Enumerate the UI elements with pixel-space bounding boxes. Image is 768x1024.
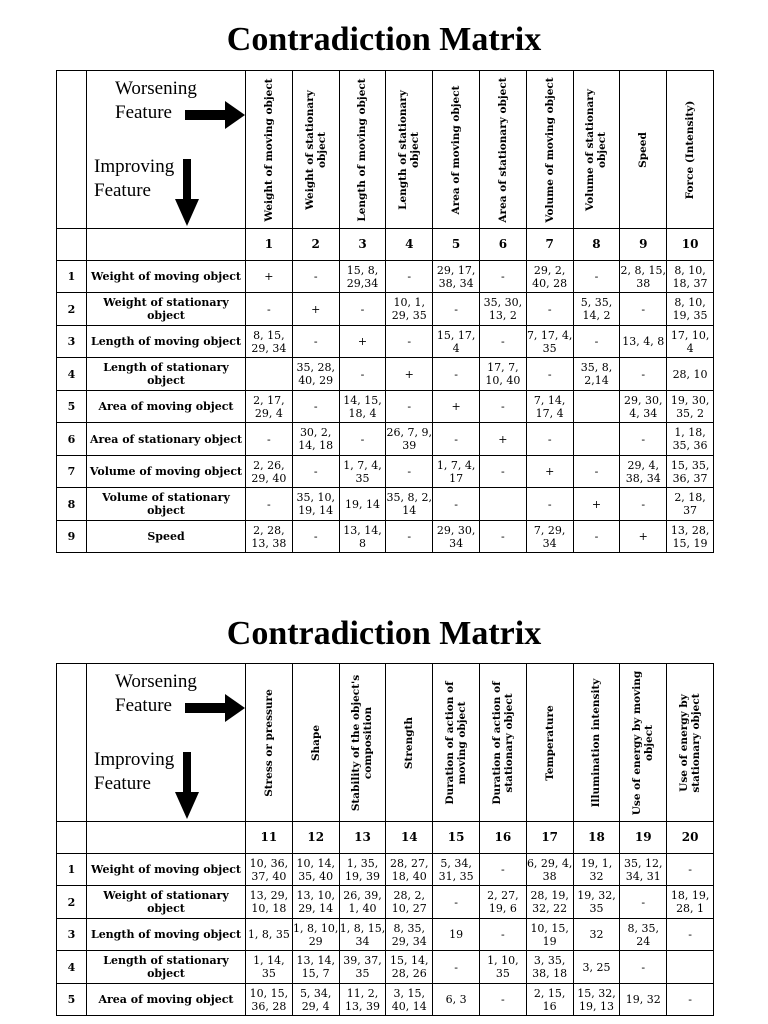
matrix-cell: - [339,423,386,456]
column-label: Force (Intensity) [684,100,697,199]
matrix-cell: 6, 3 [433,984,480,1016]
column-header [292,71,339,229]
contradiction-matrix-2 [56,663,714,1016]
column-header [479,664,526,822]
matrix-cell: - [339,358,386,391]
column-number: 15 [433,822,480,854]
matrix-cell: + [386,358,433,391]
matrix-cell: 2, 15, 16 [526,984,573,1016]
matrix-cell: 8, 35, 29, 34 [386,919,433,951]
matrix-cell: 8, 10, 18, 37 [667,261,714,293]
column-label: Stability of the object's composition [350,674,375,811]
matrix-cell: - [479,391,526,423]
column-number: 7 [526,229,573,261]
column-header [386,71,433,229]
matrix-cell: 1, 8, 35 [246,919,293,951]
matrix-cell: 10, 15, 19 [526,919,573,951]
matrix-cell: 29, 4, 38, 34 [620,456,667,488]
table-row [57,951,714,984]
matrix-cell: 35, 8, 2, 14 [386,488,433,521]
column-header [620,664,667,822]
matrix-cell: 10, 1, 29, 35 [386,293,433,326]
column-number: 20 [667,822,714,854]
matrix-cell: 14, 15, 18, 4 [339,391,386,423]
matrix-cell: - [292,521,339,553]
matrix-cell: 2, 27, 19, 6 [479,886,526,919]
table-row [57,326,714,358]
matrix-cell: 19, 14 [339,488,386,521]
row-feature-name: Speed [87,521,246,553]
table-row [57,423,714,456]
column-number: 14 [386,822,433,854]
row-feature-name: Weight of moving object [87,261,246,293]
matrix-cell: 29, 2, 40, 28 [526,261,573,293]
matrix-cell: 6, 29, 4, 38 [526,854,573,886]
corner-blank [57,71,87,229]
row-number: 2 [57,293,87,326]
header-row [57,71,714,229]
row-feature-name: Volume of moving object [87,456,246,488]
row-feature-name: Weight of stationary object [87,293,246,326]
column-header [667,664,714,822]
table-row [57,521,714,553]
right-arrow-icon [185,694,245,722]
matrix-cell: - [573,261,620,293]
column-header [573,664,620,822]
table-row [57,293,714,326]
matrix-cell: 28, 10 [667,358,714,391]
matrix-cell: - [433,886,480,919]
matrix-cell: 10, 14, 35, 40 [292,854,339,886]
column-header [246,71,293,229]
matrix-cell: 2, 8, 15, 38 [620,261,667,293]
matrix-cell: 29, 17, 38, 34 [433,261,480,293]
column-number: 2 [292,229,339,261]
table-row [57,261,714,293]
matrix-cell: - [573,326,620,358]
column-label: Speed [637,131,650,168]
column-header [433,71,480,229]
matrix-cell: 19 [433,919,480,951]
matrix-cell: 19, 1, 32 [573,854,620,886]
matrix-cell: - [292,326,339,358]
matrix-cell [479,488,526,521]
matrix-cell: 35, 8, 2,14 [573,358,620,391]
matrix-cell: 5, 34, 31, 35 [433,854,480,886]
down-arrow-icon [175,752,199,819]
matrix-cell: 13, 14, 15, 7 [292,951,339,984]
matrix-cell: 13, 28, 15, 19 [667,521,714,553]
column-label: Volume of stationary object [584,88,609,211]
column-header [479,71,526,229]
matrix-cell: - [246,423,293,456]
column-header [526,71,573,229]
matrix-cell: 11, 2, 13, 39 [339,984,386,1016]
column-number: 19 [620,822,667,854]
row-feature-name: Length of moving object [87,326,246,358]
matrix-cell: - [620,488,667,521]
row-number: 6 [57,423,87,456]
row-feature-name: Area of stationary object [87,423,246,456]
matrix-cell: - [479,521,526,553]
matrix-cell [573,391,620,423]
matrix-cell: 15, 8, 29,34 [339,261,386,293]
matrix-cell: - [433,488,480,521]
matrix-cell: - [246,293,293,326]
matrix-cell: + [479,423,526,456]
column-number: 5 [433,229,480,261]
matrix-cell: 1, 7, 4, 17 [433,456,480,488]
table-row [57,358,714,391]
column-number: 18 [573,822,620,854]
column-label: Area of stationary object [496,76,509,223]
matrix-cell: 17, 7, 10, 40 [479,358,526,391]
row-feature-name: Length of stationary object [87,358,246,391]
worsening-feature-label: Worsening Feature [115,671,197,716]
matrix-cell: 10, 15, 36, 28 [246,984,293,1016]
matrix-cell: - [479,456,526,488]
matrix-cell: 35, 28, 40, 29 [292,358,339,391]
row-number: 7 [57,456,87,488]
table-row [57,456,714,488]
matrix-cell: 35, 12, 34, 31 [620,854,667,886]
matrix-cell: 1, 8, 10, 29 [292,919,339,951]
matrix-cell: 2, 26, 29, 40 [246,456,293,488]
matrix-cell: 7, 29, 34 [526,521,573,553]
column-header [339,71,386,229]
matrix-cell: - [620,886,667,919]
column-header [386,664,433,822]
matrix-cell: - [292,391,339,423]
row-number: 1 [57,854,87,886]
column-label: Area of moving object [450,85,463,214]
row-number: 5 [57,391,87,423]
matrix-cell: - [479,261,526,293]
matrix-cell: 30, 2, 14, 18 [292,423,339,456]
matrix-cell: 29, 30, 4, 34 [620,391,667,423]
matrix-cell: - [620,358,667,391]
row-feature-name: Area of moving object [87,984,246,1016]
matrix-cell: 7, 14, 17, 4 [526,391,573,423]
matrix-cell: 15, 35, 36, 37 [667,456,714,488]
matrix-cell [573,423,620,456]
matrix-cell: 8, 35, 24 [620,919,667,951]
matrix-cell: + [292,293,339,326]
matrix-cell: - [386,261,433,293]
column-label: Duration of action of stationary object [490,680,515,805]
column-label: Weight of stationary object [303,89,328,210]
column-number: 8 [573,229,620,261]
matrix-cell: - [620,951,667,984]
matrix-cell: - [433,293,480,326]
matrix-cell: + [620,521,667,553]
column-number: 11 [246,822,293,854]
row-feature-name: Weight of stationary object [87,886,246,919]
matrix-cell: - [526,293,573,326]
corner-legend [87,664,246,822]
matrix-cell: 1, 10, 35 [479,951,526,984]
column-header [292,664,339,822]
matrix-cell: - [479,984,526,1016]
corner-blank [57,664,87,822]
matrix-cell: 19, 32 [620,984,667,1016]
matrix-cell: 5, 35, 14, 2 [573,293,620,326]
matrix-cell: - [526,488,573,521]
column-label: Use of energy by moving object [631,670,656,815]
matrix-cell: 2, 18, 37 [667,488,714,521]
matrix-cell: 39, 37, 35 [339,951,386,984]
column-number: 13 [339,822,386,854]
matrix-cell: - [339,293,386,326]
matrix-cell: + [339,326,386,358]
matrix-cell: - [526,423,573,456]
matrix-2-title: Contradiction Matrix [226,615,542,652]
matrix-cell: 3, 15, 40, 14 [386,984,433,1016]
matrix-cell: - [620,293,667,326]
matrix-cell: 29, 30, 34 [433,521,480,553]
column-header [246,664,293,822]
table-row [57,854,714,886]
row-number: 9 [57,521,87,553]
column-label: Shape [309,724,322,761]
matrix-cell: 17, 10, 4 [667,326,714,358]
row-number: 3 [57,919,87,951]
corner-legend [87,71,246,229]
matrix-cell: - [246,488,293,521]
column-label: Temperature [543,704,556,781]
matrix-cell: - [479,326,526,358]
worsening-feature-label: Worsening Feature [115,78,197,123]
matrix-cell [667,951,714,984]
table-row [57,984,714,1016]
matrix-cell: 28, 19, 32, 22 [526,886,573,919]
column-number-row [57,229,714,261]
row-number: 5 [57,984,87,1016]
matrix-cell: 15, 14, 28, 26 [386,951,433,984]
row-feature-name: Weight of moving object [87,854,246,886]
matrix-cell: 13, 10, 29, 14 [292,886,339,919]
row-feature-name: Volume of stationary object [87,488,246,521]
column-number: 10 [667,229,714,261]
matrix-cell: 15, 32, 19, 13 [573,984,620,1016]
matrix-cell: 10, 36, 37, 40 [246,854,293,886]
table-row [57,488,714,521]
column-label: Length of moving object [356,77,369,222]
matrix-cell: 13, 4, 8 [620,326,667,358]
matrix-cell: 1, 14, 35 [246,951,293,984]
matrix-cell: 5, 34, 29, 4 [292,984,339,1016]
row-feature-name: Length of stationary object [87,951,246,984]
matrix-cell: - [386,456,433,488]
column-header [573,71,620,229]
matrix-cell: 26, 39, 1, 40 [339,886,386,919]
matrix-cell: - [620,423,667,456]
column-number: 12 [292,822,339,854]
column-header [526,664,573,822]
column-header [339,664,386,822]
matrix-cell: 1, 18, 35, 36 [667,423,714,456]
right-arrow-icon [185,101,245,129]
column-header [433,664,480,822]
matrix-cell: 19, 32, 35 [573,886,620,919]
row-number: 2 [57,886,87,919]
matrix-cell: + [526,456,573,488]
table-row [57,886,714,919]
column-number-row [57,822,714,854]
matrix-cell: 8, 15, 29, 34 [246,326,293,358]
matrix-cell: - [667,854,714,886]
arrows-graphic [87,664,246,821]
contradiction-matrix-1 [56,70,714,553]
row-number: 3 [57,326,87,358]
matrix-cell: 3, 35, 38, 18 [526,951,573,984]
matrix-cell: 35, 10, 19, 14 [292,488,339,521]
column-label: Use of energy by stationary object [678,692,703,793]
column-label: Weight of moving object [262,77,275,222]
matrix-cell: - [433,358,480,391]
matrix-cell: - [573,521,620,553]
column-number: 17 [526,822,573,854]
column-number: 16 [479,822,526,854]
matrix-cell: 13, 14, 8 [339,521,386,553]
matrix-cell: + [246,261,293,293]
matrix-cell: 1, 8, 15, 34 [339,919,386,951]
improving-feature-label: Improving Feature [94,156,175,201]
matrix-cell: - [292,456,339,488]
matrix-cell: 13, 29, 10, 18 [246,886,293,919]
column-header [620,71,667,229]
matrix-cell: 18, 19, 28, 1 [667,886,714,919]
column-header [667,71,714,229]
header-row [57,664,714,822]
matrix-cell: 7, 17, 4, 35 [526,326,573,358]
arrows-graphic [87,71,246,228]
matrix-cell: 19, 30, 35, 2 [667,391,714,423]
column-label: Volume of moving object [543,76,556,223]
matrix-cell: - [292,261,339,293]
matrix-cell: 35, 30, 13, 2 [479,293,526,326]
column-number: 4 [386,229,433,261]
matrix-cell: + [573,488,620,521]
matrix-cell: 15, 17, 4 [433,326,480,358]
table-row [57,391,714,423]
row-number: 1 [57,261,87,293]
matrix-cell: - [667,984,714,1016]
column-label: Length of stationary object [397,89,422,210]
matrix-cell: 1, 7, 4, 35 [339,456,386,488]
matrix-cell: 1, 35, 19, 39 [339,854,386,886]
matrix-cell: 26, 7, 9, 39 [386,423,433,456]
matrix-cell: 28, 2, 10, 27 [386,886,433,919]
row-number: 8 [57,488,87,521]
row-number: 4 [57,358,87,391]
column-number: 3 [339,229,386,261]
improving-feature-label: Improving Feature [94,749,175,794]
matrix-cell [246,358,293,391]
matrix-cell: - [386,521,433,553]
column-number: 6 [479,229,526,261]
row-feature-name: Length of moving object [87,919,246,951]
matrix-cell: 32 [573,919,620,951]
row-number: 4 [57,951,87,984]
column-number: 1 [246,229,293,261]
matrix-cell: - [526,358,573,391]
down-arrow-icon [175,159,199,226]
matrix-cell: - [479,919,526,951]
column-number: 9 [620,229,667,261]
matrix-cell: 3, 25 [573,951,620,984]
matrix-cell: - [433,423,480,456]
matrix-cell: - [479,854,526,886]
matrix-cell: 2, 28, 13, 38 [246,521,293,553]
matrix-cell: - [667,919,714,951]
column-label: Illumination intensity [590,678,603,807]
matrix-cell: - [386,326,433,358]
column-label: Stress or pressure [262,688,275,797]
matrix-cell: - [573,456,620,488]
matrix-cell: - [433,951,480,984]
column-label: Duration of action of moving object [444,680,469,805]
matrix-cell: - [386,391,433,423]
matrix-cell: 28, 27, 18, 40 [386,854,433,886]
row-feature-name: Area of moving object [87,391,246,423]
matrix-cell: 8, 10, 19, 35 [667,293,714,326]
matrix-1-title: Contradiction Matrix [226,21,542,58]
table-row [57,919,714,951]
matrix-cell: 2, 17, 29, 4 [246,391,293,423]
column-label: Strength [403,716,416,769]
matrix-cell: + [433,391,480,423]
